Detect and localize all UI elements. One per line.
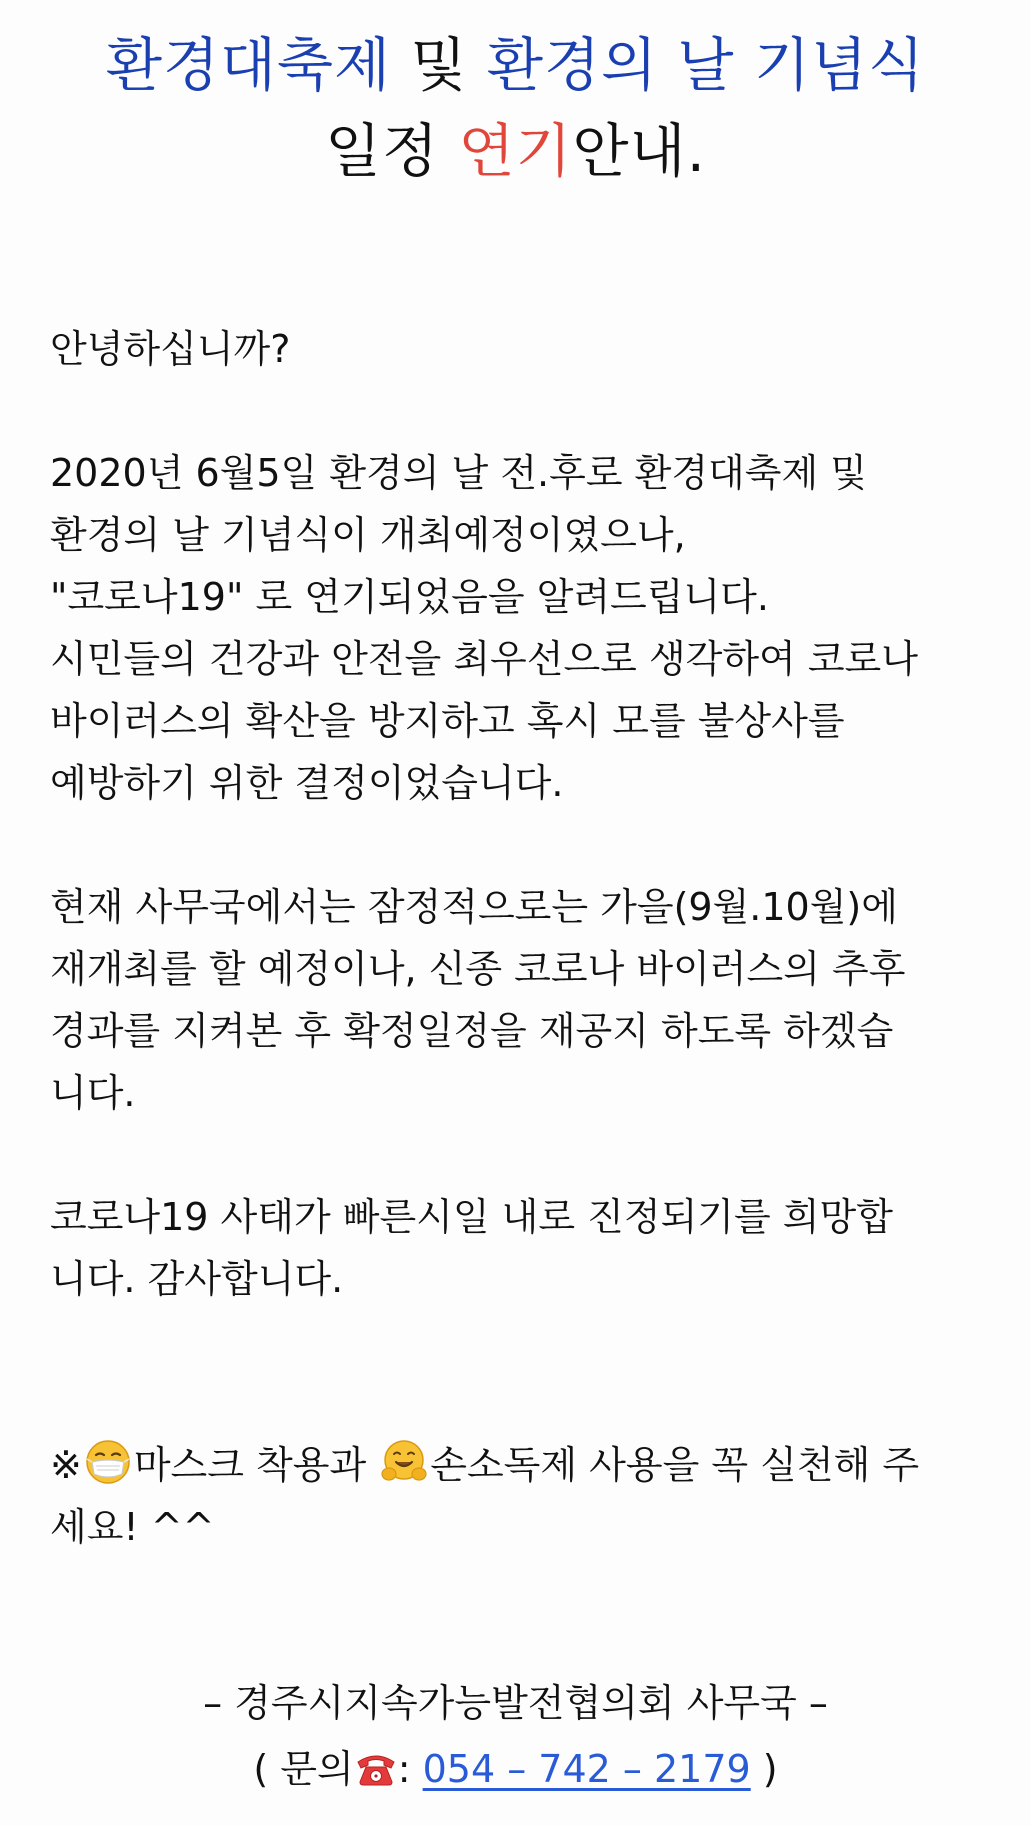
text-line: 2020년 6월5일 환경의 날 전.후로 환경대축제 및 [50,451,867,495]
text-line: 코로나19 사태가 빠른시일 내로 진정되기를 희망합 [50,1195,893,1239]
title-schedule: 일정 [324,117,459,185]
text-line: 니다. [50,1071,136,1115]
text-line: 바이러스의 확산을 방지하고 혹시 모를 불상사를 [50,699,845,743]
title-ceremony: 환경의 날 기념식 [486,31,926,99]
telephone-icon [354,1748,398,1788]
phone-number-link[interactable]: 054 – 742 – 2179 [422,1747,751,1791]
face-with-medical-mask-icon [84,1438,132,1486]
sanitizer-text: 손소독제 사용을 꼭 실천해 주 [430,1443,920,1487]
safety-notice-line-2: 세요! ^^ [50,1505,215,1549]
title-and: 및 [391,31,487,99]
title-notice: 안내. [572,117,707,185]
title-line-2 [0,108,1031,194]
reference-mark: ※ [50,1443,82,1487]
text-line: 시민들의 건강과 안전을 최우선으로 생각하여 코로나 [50,637,918,681]
inquiry-label: ( 문의 [253,1747,354,1791]
greeting-text: 안녕하십니까? [50,327,291,371]
safety-notice-line-1 [50,1434,990,1496]
text-line: 현재 사무국에서는 잠정적으로는 가을(9월.10월)에 [50,885,898,929]
paragraph-closing [50,1186,990,1310]
text-line: 예방하기 위한 결정이었습니다. [50,761,564,805]
title-festival: 환경대축제 [105,31,392,99]
inquiry-line [0,1736,1031,1802]
inquiry-close: ) [750,1747,778,1791]
paragraph-reschedule [50,876,990,1124]
paragraph-postponement [50,442,990,814]
footer [0,1670,1031,1802]
safety-notice [50,1434,990,1558]
notice-body [50,318,990,1558]
text-line: 재개최를 할 예정이나, 신종 코로나 바이러스의 추후 [50,947,906,991]
notice-title [0,22,1031,194]
title-postponed: 연기 [458,117,573,185]
greeting [50,318,990,380]
colon: : [397,1747,423,1791]
mask-text: 마스크 착용과 [133,1443,379,1487]
text-line: 니다. 감사합니다. [50,1257,344,1301]
organization-signature: – 경주시지속가능발전협의회 사무국 – [203,1681,828,1725]
text-line: "코로나19" 로 연기되었음을 알려드립니다. [50,575,769,619]
text-line: 경과를 지켜본 후 확정일정을 재공지 하도록 하겠습 [50,1009,894,1053]
text-line: 환경의 날 기념식이 개최예정이였으나, [50,513,686,557]
title-line-1 [0,22,1031,108]
hugging-face-icon [380,1438,428,1486]
